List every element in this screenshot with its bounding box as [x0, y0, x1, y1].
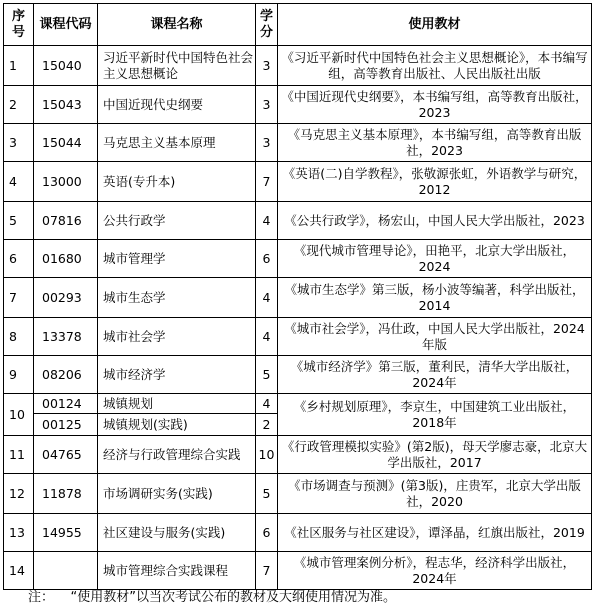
- header-credit: 学分: [256, 4, 278, 46]
- row-name: 城市生态学: [98, 278, 256, 318]
- row-credit: 7: [256, 552, 278, 590]
- row-code: 13378: [34, 318, 98, 356]
- row-credit: 4: [256, 202, 278, 240]
- row-credit: 3: [256, 124, 278, 162]
- row-code: 00293: [34, 278, 98, 318]
- row-book: 《乡村规划原理》，李京生，中国建筑工业出版社，2018年: [278, 394, 592, 436]
- row-code: 00124: [34, 394, 98, 414]
- row-code: [34, 552, 98, 590]
- row-seq: 14: [4, 552, 34, 590]
- row-credit: 10: [256, 436, 278, 474]
- table-row: [4, 356, 592, 394]
- row-code: 15040: [34, 46, 98, 86]
- row-code: 13000: [34, 162, 98, 202]
- row-book: 《中国近现代史纲要》，本书编写组，高等教育出版社，2023: [278, 86, 592, 124]
- row-seq: 6: [4, 240, 34, 278]
- table-row: [4, 86, 592, 124]
- table-row: [4, 202, 592, 240]
- table-row: [4, 436, 592, 474]
- row-book: 《行政管理模拟实验》(第2版)，母天学廖志豪，北京大学出版社，2017: [278, 436, 592, 474]
- row-seq: 4: [4, 162, 34, 202]
- row-credit: 3: [256, 46, 278, 86]
- row-book: 《公共行政学》，杨宏山，中国人民大学出版社，2023: [278, 202, 592, 240]
- row-code: 14955: [34, 514, 98, 552]
- row-code: 00125: [34, 414, 98, 436]
- row-book: 《城市管理案例分析》，程志华，经济科学出版社，2024年: [278, 552, 592, 590]
- row-name: 英语(专升本): [98, 162, 256, 202]
- row-seq: 12: [4, 474, 34, 514]
- table-row: [4, 318, 592, 356]
- row-name: 城市社会学: [98, 318, 256, 356]
- row-credit: 3: [256, 86, 278, 124]
- row-seq: 9: [4, 356, 34, 394]
- row-name: 城镇规划(实践): [98, 414, 256, 436]
- footnote: 注： “使用教材”以当次考试公布的教材及大纲使用情况为准。: [28, 590, 396, 605]
- row-book: 《英语(二)自学教程》，张敬源张虹，外语教学与研究，2012: [278, 162, 592, 202]
- row-code: 15044: [34, 124, 98, 162]
- header-seq: 序号: [4, 4, 34, 46]
- table-row: [4, 394, 592, 414]
- course-table-document: [3, 3, 592, 590]
- row-name: 公共行政学: [98, 202, 256, 240]
- row-code: 11878: [34, 474, 98, 514]
- row-code: 01680: [34, 240, 98, 278]
- row-code: 07816: [34, 202, 98, 240]
- row-name: 城市管理学: [98, 240, 256, 278]
- row-credit: 7: [256, 162, 278, 202]
- row-name: 中国近现代史纲要: [98, 86, 256, 124]
- row-seq: 10: [4, 394, 34, 436]
- row-credit: 4: [256, 394, 278, 414]
- row-book: 《城市经济学》第三版，董利民，清华大学出版社，2024年: [278, 356, 592, 394]
- row-seq: 1: [4, 46, 34, 86]
- header-name: 课程名称: [98, 4, 256, 46]
- row-name: 城市管理综合实践课程: [98, 552, 256, 590]
- row-code: 15043: [34, 86, 98, 124]
- row-seq: 13: [4, 514, 34, 552]
- row-seq: 3: [4, 124, 34, 162]
- table-header-row: [4, 4, 592, 46]
- row-book: 《习近平新时代中国特色社会主义思想概论》，本书编写组，高等教育出版社、人民出版社出版: [278, 46, 592, 86]
- row-code: 04765: [34, 436, 98, 474]
- row-seq: 7: [4, 278, 34, 318]
- row-book: 《社区服务与社区建设》，谭泽晶，红旗出版社，2019: [278, 514, 592, 552]
- row-code: 08206: [34, 356, 98, 394]
- row-seq: 5: [4, 202, 34, 240]
- header-code: 课程代码: [34, 4, 98, 46]
- row-seq: 2: [4, 86, 34, 124]
- row-credit: 5: [256, 356, 278, 394]
- table-row: [4, 162, 592, 202]
- row-credit: 2: [256, 414, 278, 436]
- row-credit: 4: [256, 278, 278, 318]
- table-row: [4, 124, 592, 162]
- row-name: 习近平新时代中国特色社会主义思想概论: [98, 46, 256, 86]
- row-credit: 4: [256, 318, 278, 356]
- row-book: 《马克思主义基本原理》，本书编写组，高等教育出版社，2023: [278, 124, 592, 162]
- row-book: 《城市生态学》第三版，杨小波等编著，科学出版社，2014: [278, 278, 592, 318]
- table-row: [4, 552, 592, 590]
- row-seq: 8: [4, 318, 34, 356]
- row-name: 社区建设与服务(实践): [98, 514, 256, 552]
- row-seq: 11: [4, 436, 34, 474]
- row-credit: 5: [256, 474, 278, 514]
- header-book: 使用教材: [278, 4, 592, 46]
- table-row: [4, 240, 592, 278]
- row-name: 城镇规划: [98, 394, 256, 414]
- table-row: [4, 278, 592, 318]
- course-table: [3, 3, 592, 590]
- row-book: 《市场调查与预测》(第3版)，庄贵军，北京大学出版社，2020: [278, 474, 592, 514]
- table-row: [4, 514, 592, 552]
- row-name: 城市经济学: [98, 356, 256, 394]
- table-row: [4, 474, 592, 514]
- row-credit: 6: [256, 240, 278, 278]
- row-name: 市场调研实务(实践): [98, 474, 256, 514]
- row-book: 《现代城市管理导论》，田艳平，北京大学出版社，2024: [278, 240, 592, 278]
- table-row: [4, 46, 592, 86]
- row-credit: 6: [256, 514, 278, 552]
- row-book: 《城市社会学》，冯仕政，中国人民大学出版社，2024年版: [278, 318, 592, 356]
- row-name: 经济与行政管理综合实践: [98, 436, 256, 474]
- row-name: 马克思主义基本原理: [98, 124, 256, 162]
